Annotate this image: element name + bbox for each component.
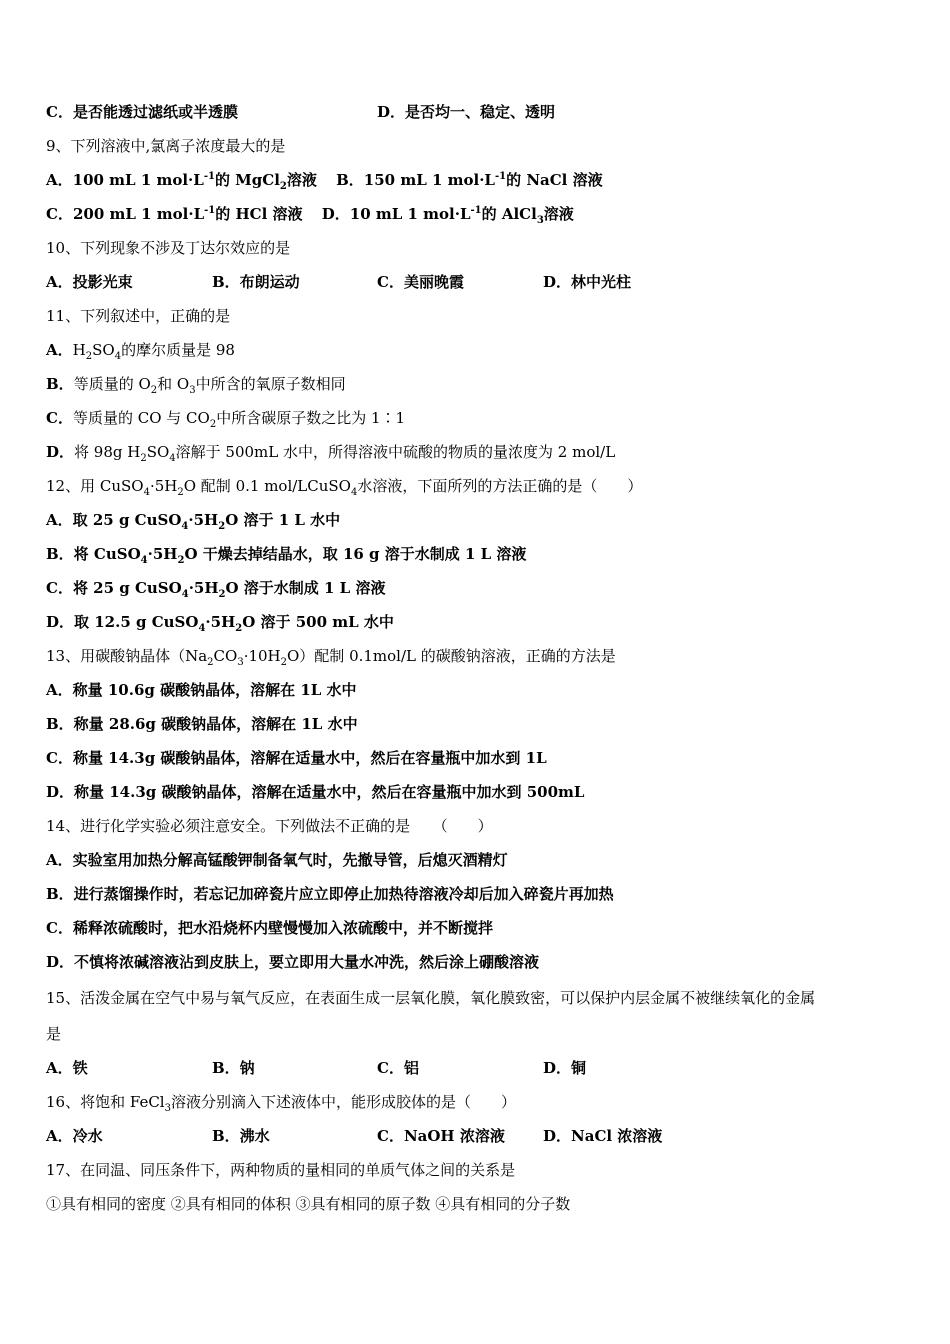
q12-option-a: A．取 25 g $CuSO_4\cdot 5H_2O$ 溶于 1 L 水中 (46, 511, 341, 532)
q15-stem-continued: 是 (46, 1025, 62, 1043)
q10-option-a: A．投影光束 (46, 273, 133, 291)
q16-option-b: B．沸水 (212, 1127, 270, 1145)
q17-stem: 17、在同温、同压条件下，两种物质的量相同的单质气体之间的关系是 (46, 1161, 516, 1179)
q8-option-c: C．是否能透过滤纸或半透膜 (46, 103, 238, 121)
q9-stem: 9、下列溶液中,氯离子浓度最大的是 (46, 137, 286, 155)
q13-option-c: C．称量 14.3g 碳酸钠晶体，溶解在适量水中，然后在容量瓶中加水到 1L (46, 749, 547, 767)
q11-option-c: C．等质量的 CO 与 $CO_2$中所含碳原子数之比为 1∶1 (46, 409, 406, 430)
q12-option-c: C．将 25 g $CuSO_4\cdot 5H_2O$ 溶于水制成 1 L 溶液 (46, 579, 386, 600)
q17-items: ①具有相同的密度 ②具有相同的体积 ③具有相同的原子数 ④具有相同的分子数 (46, 1195, 571, 1213)
q9-option-d: D．10 mL 1 $mol\cdot L^{-1}$的 AlCl$_3$溶液 (321, 205, 574, 226)
q9-options-ab (46, 170, 603, 190)
q15-option-b: B．钠 (212, 1059, 255, 1077)
q15-option-c: C．铝 (377, 1059, 419, 1077)
q11-option-d: D．将 98g $H_2SO_4$溶解于 500mL 水中，所得溶液中硫酸的物质的量浓度为 2 mol/L (46, 443, 616, 464)
q11-option-a: A．$H_2SO_4$的摩尔质量是 98 (46, 341, 235, 362)
q10-option-d: D．林中光柱 (543, 273, 632, 291)
q8-option-d: D．是否均一、稳定、透明 (377, 103, 556, 121)
q15-stem: 15、活泼金属在空气中易与氧气反应，在表面生成一层氧化膜，氧化膜致密，可以保护内层金属不被继续氧化的金属 (46, 989, 816, 1007)
q12-option-d: D．取 12.5 g $CuSO_4\cdot 5H_2O$ 溶于 500 mL 水中 (46, 613, 394, 634)
q15-option-a: A．铁 (46, 1059, 88, 1077)
q13-option-d: D．称量 14.3g 碳酸钠晶体，溶解在适量水中，然后在容量瓶中加水到 500mL (46, 783, 585, 801)
q14-stem: 14、进行化学实验必须注意安全。下列做法不正确的是 （ ） (46, 817, 493, 835)
q9-option-b: B．150 mL 1 $mol\cdot L^{-1}$的 NaCl 溶液 (336, 171, 603, 189)
q16-option-a: A．冷水 (46, 1127, 103, 1145)
q11-stem: 11、下列叙述中，正确的是 (46, 307, 231, 325)
q13-stem: 13、用碳酸钠晶体$(Na_2CO_3\cdot 10H_2O)$配制 0.1mol/L 的碳酸钠溶液，正确的方法是 (46, 647, 616, 668)
q9-option-a: A．100 mL 1 $mol\cdot L^{-1}$的 MgCl$_2$溶液 (46, 171, 317, 192)
q14-option-b: B．进行蒸馏操作时，若忘记加碎瓷片应立即停止加热待溶液冷却后加入碎瓷片再加热 (46, 885, 614, 903)
q14-option-d: D．不慎将浓碱溶液沾到皮肤上，要立即用大量水冲洗，然后涂上硼酸溶液 (46, 953, 540, 971)
q9-options-cd (46, 204, 574, 224)
q16-option-d: D．NaCl 浓溶液 (543, 1127, 663, 1145)
q16-stem: 16、将饱和 FeCl$_3$溶液分别滴入下述液体中，能形成胶体的是（ ） (46, 1093, 516, 1114)
q16-option-c: C．NaOH 浓溶液 (377, 1127, 505, 1145)
q10-option-c: C．美丽晚霞 (377, 273, 464, 291)
q13-option-a: A．称量 10.6g 碳酸钠晶体，溶解在 1L 水中 (46, 681, 357, 699)
q10-option-b: B．布朗运动 (212, 273, 300, 291)
q14-option-a: A．实验室用加热分解高锰酸钾制备氧气时，先撤导管，后熄灭酒精灯 (46, 851, 508, 869)
q14-option-c: C．稀释浓硫酸时，把水沿烧杯内壁慢慢加入浓硫酸中，并不断搅拌 (46, 919, 493, 937)
q9-option-c: C．200 mL 1 $mol\cdot L^{-1}$的 HCl 溶液 (46, 205, 303, 223)
q12-option-b: B．将 $CuSO_4\cdot 5H_2O$ 干燥去掉结晶水，取 16 g 溶于水制成 1 L 溶液 (46, 545, 527, 566)
q12-stem: 12、用 $CuSO_4\cdot 5H_2O$ 配制 0.1 mol/LCuSO$_4$水溶液，下面所列的方法正确的是（ ） (46, 477, 643, 498)
q15-option-d: D．铜 (543, 1059, 587, 1077)
q11-option-b: B．等质量的 $O_2$和 $O_3$中所含的氧原子数相同 (46, 375, 346, 396)
q10-stem: 10、下列现象不涉及丁达尔效应的是 (46, 239, 291, 257)
q13-option-b: B．称量 28.6g 碳酸钠晶体，溶解在 1L 水中 (46, 715, 358, 733)
